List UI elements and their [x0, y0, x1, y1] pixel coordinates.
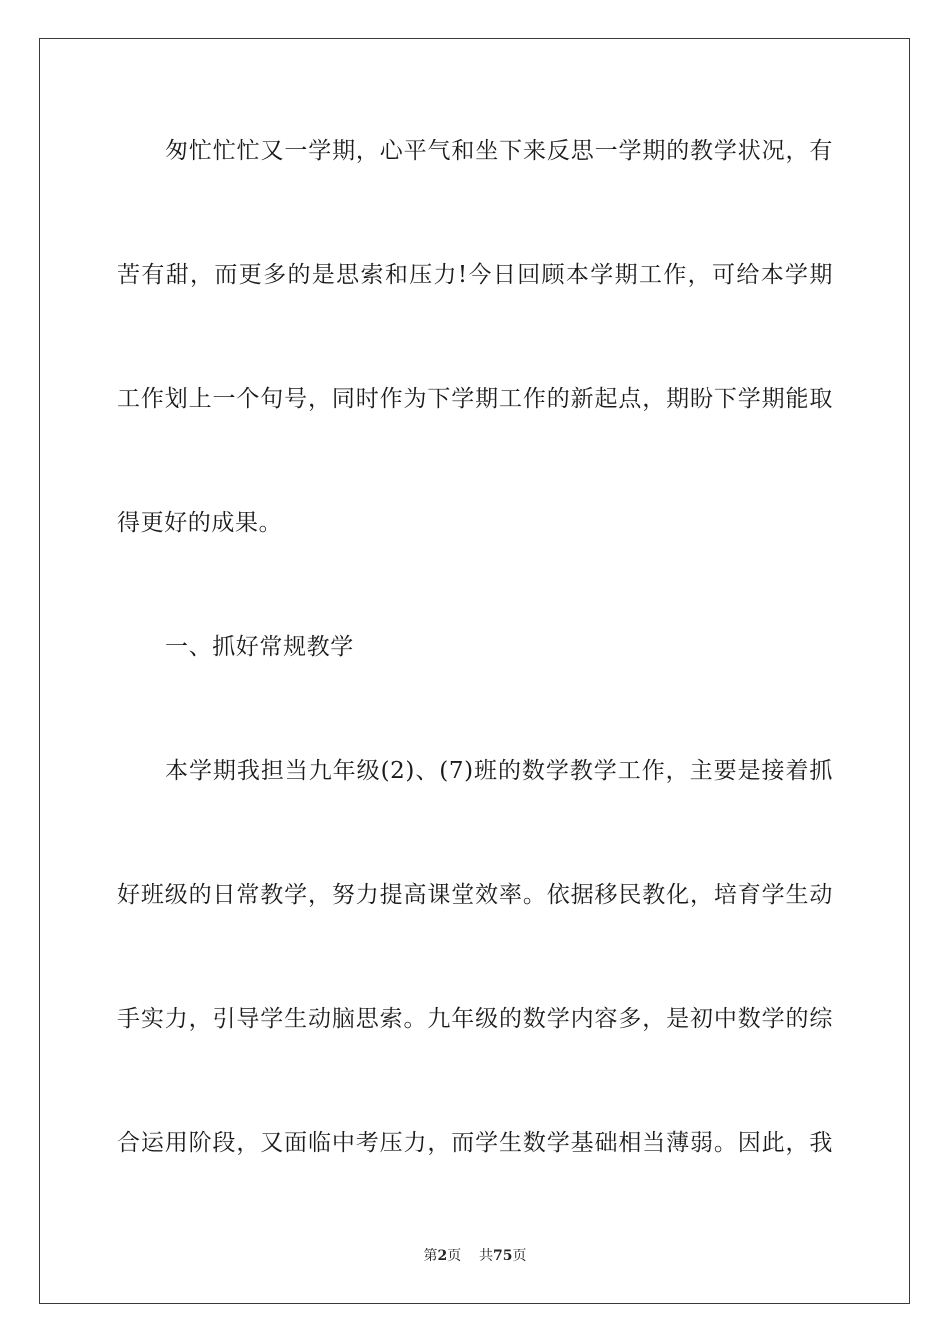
- paragraph-line-7: 手实力，引导学生动脑思索。九年级的数学内容多，是初中数学的综: [117, 1006, 833, 1032]
- footer-total-prefix: 共: [479, 1248, 494, 1264]
- current-page-number: 2: [437, 1248, 448, 1264]
- paragraph-line-8: 合运用阶段，又面临中考压力，而学生数学基础相当薄弱。因此，我: [117, 1130, 833, 1156]
- paragraph-line-2: 苦有甜，而更多的是思索和压力!今日回顾本学期工作，可给本学期: [117, 262, 833, 288]
- footer-prefix: 第: [423, 1248, 438, 1264]
- paragraph-line-3: 工作划上一个句号，同时作为下学期工作的新起点，期盼下学期能取: [117, 386, 833, 412]
- paragraph-line-4: 得更好的成果。: [117, 510, 283, 536]
- paragraph-line-1: 匆忙忙忙又一学期，心平气和坐下来反思一学期的教学状况，有: [165, 138, 833, 164]
- footer-total-suffix: 页: [512, 1248, 527, 1264]
- page-border: [39, 38, 910, 1304]
- section-heading: 一、抓好常规教学: [165, 634, 354, 660]
- total-pages-number: 75: [493, 1248, 513, 1264]
- paragraph-line-5: 本学期我担当九年级(2)、(7)班的数学教学工作，主要是接着抓: [165, 758, 833, 784]
- paragraph-line-6: 好班级的日常教学，努力提高课堂效率。依据移民教化，培育学生动: [117, 882, 833, 908]
- page-footer: [0, 1246, 950, 1266]
- footer-page-suffix: 页: [447, 1248, 462, 1264]
